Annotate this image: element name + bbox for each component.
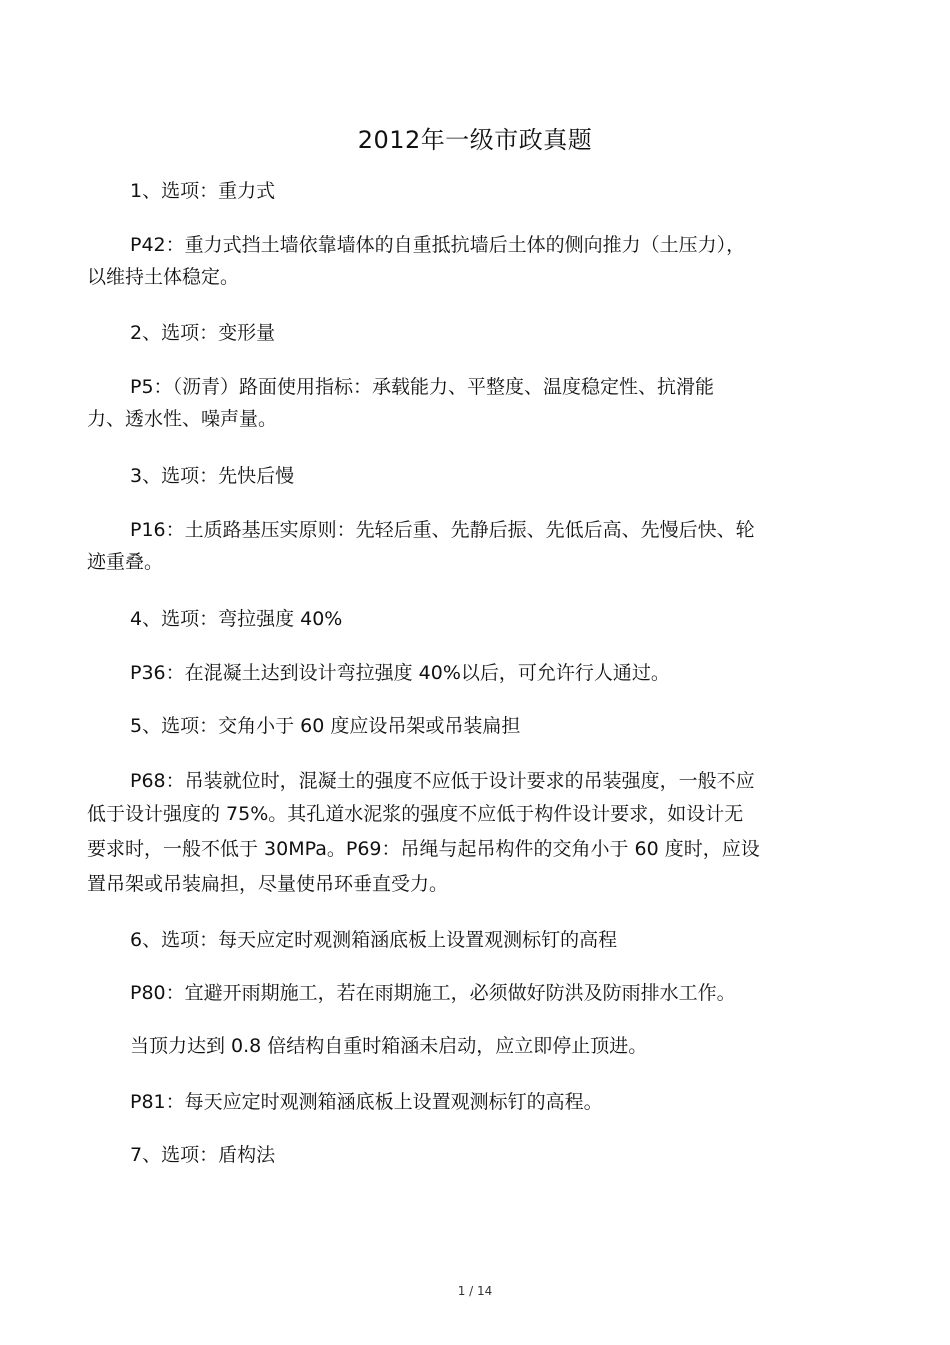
text-line: 2、选项：变形量 — [130, 322, 276, 344]
text-line: 低于设计强度的 75%。其孔道水泥浆的强度不应低于构件设计要求，如设计无 — [87, 803, 744, 825]
text-line: 要求时，一般不低于 30MPa。P69：吊绳与起吊构件的交角小于 60 度时，应设 — [87, 838, 760, 860]
text-line: P16：土质路基压实原则：先轻后重、先静后振、先低后高、先慢后快、轮 — [130, 519, 755, 541]
text-line: 以维持土体稳定。 — [87, 266, 240, 288]
text-line: 当顶力达到 0.8 倍结构自重时箱涵未启动，应立即停止顶进。 — [130, 1035, 648, 1057]
text-line: P36：在混凝土达到设计弯拉强度 40%以后，可允许行人通过。 — [130, 662, 670, 684]
text-line: P80：宜避开雨期施工，若在雨期施工，必须做好防洪及防雨排水工作。 — [130, 982, 736, 1004]
text-line: 5、选项：交角小于 60 度应设吊架或吊装扁担 — [130, 715, 521, 737]
text-line: 力、透水性、噪声量。 — [87, 408, 278, 430]
document-title: 2012年一级市政真题 — [357, 126, 593, 154]
text-line: 4、选项：弯拉强度 40% — [130, 608, 343, 630]
text-line: 迹重叠。 — [87, 551, 164, 573]
text-line: 7、选项：盾构法 — [130, 1144, 276, 1166]
text-line: P5：（沥青）路面使用指标：承载能力、平整度、温度稳定性、抗滑能 — [130, 376, 715, 398]
text-line: 置吊架或吊装扁担，尽量使吊环垂直受力。 — [87, 873, 449, 895]
text-line: P81：每天应定时观测箱涵底板上设置观测标钉的高程。 — [130, 1091, 603, 1113]
text-line: P68：吊装就位时，混凝土的强度不应低于设计要求的吊装强度，一般不应 — [130, 770, 755, 792]
text-line: 1、选项：重力式 — [130, 180, 276, 202]
text-line: P42：重力式挡土墙依靠墙体的自重抵抗墙后土体的侧向推力（土压力）， — [130, 234, 746, 256]
text-line: 3、选项：先快后慢 — [130, 465, 295, 487]
text-line: 6、选项：每天应定时观测箱涵底板上设置观测标钉的高程 — [130, 929, 618, 951]
page-indicator: 1 / 14 — [457, 1284, 493, 1298]
